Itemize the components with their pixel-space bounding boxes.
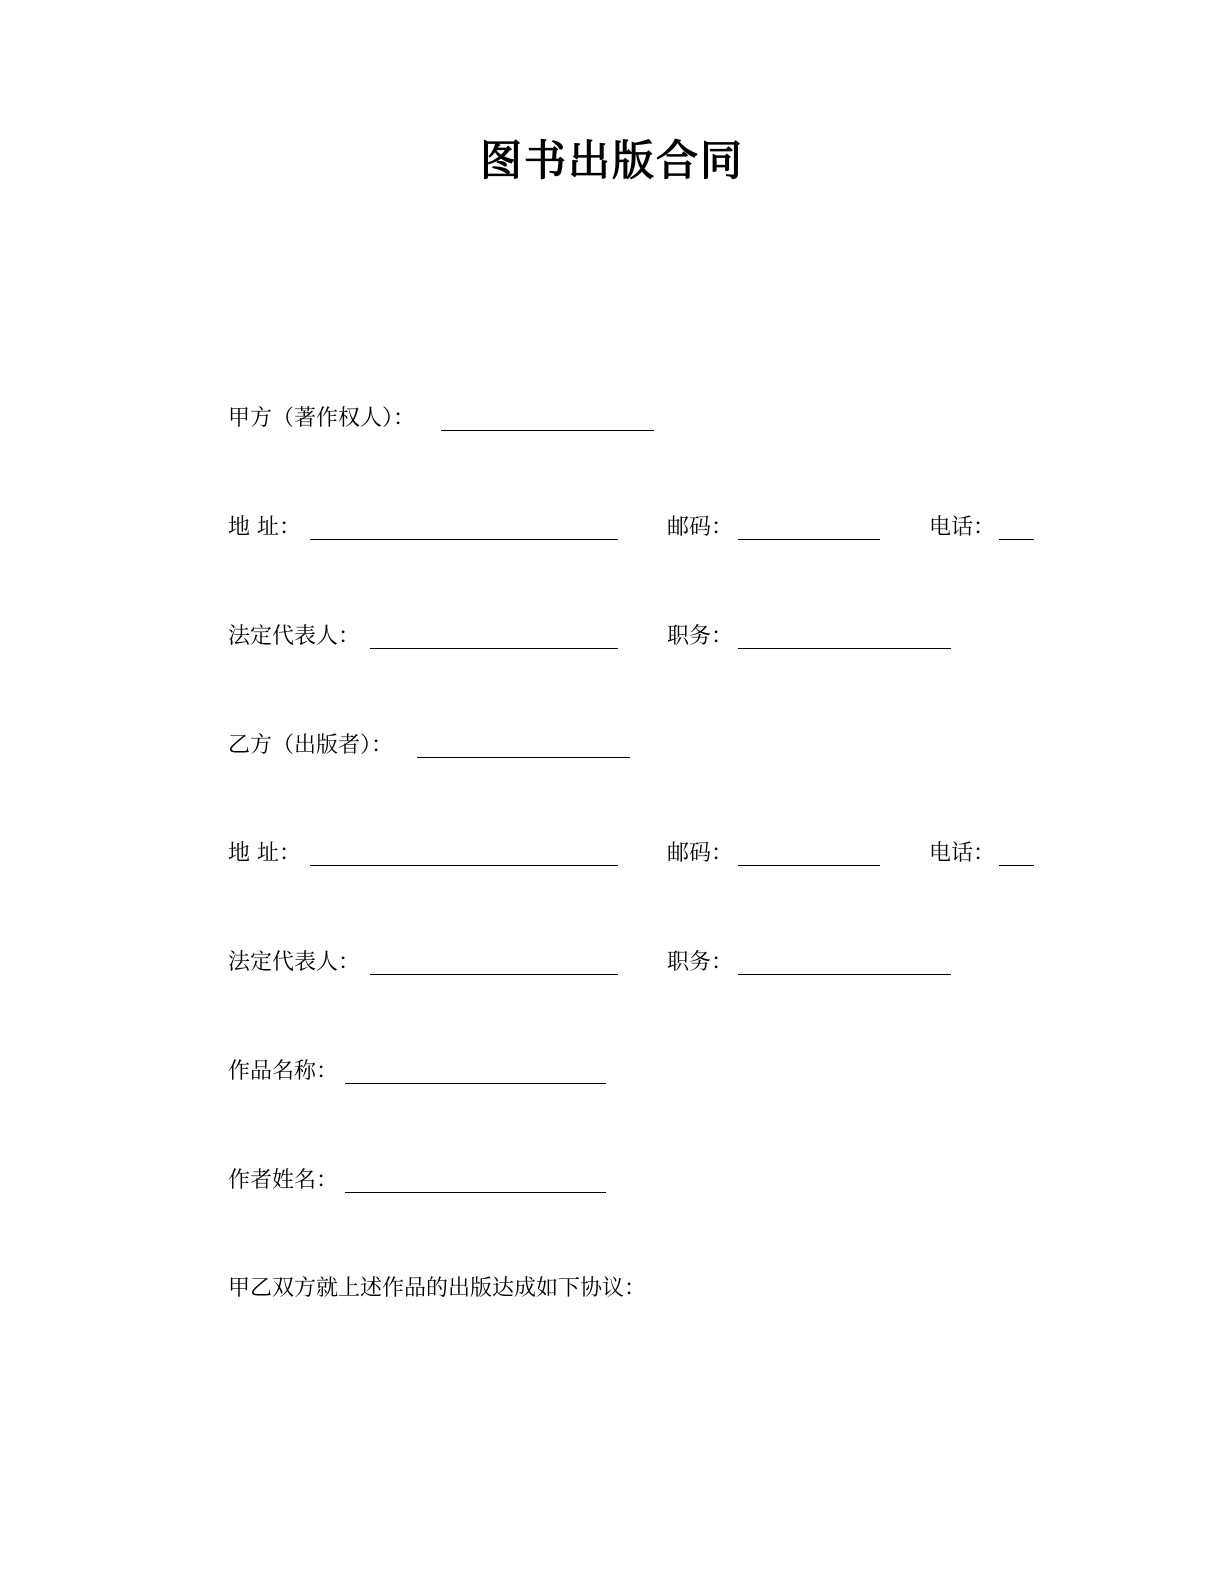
party-a-phone-label: 电话： (929, 515, 996, 540)
party-b-label: 乙方（出版者）： (228, 733, 394, 758)
party-b-address-field[interactable] (310, 865, 618, 866)
party-b-legal-rep-label: 法定代表人： (228, 950, 361, 975)
party-a-position-label: 职务： (667, 624, 734, 649)
party-a-legal-rep-field[interactable] (370, 648, 618, 649)
party-a-phone-field[interactable] (999, 539, 1034, 540)
work-title-label: 作品名称： (228, 1059, 339, 1084)
party-b-name-field[interactable] (417, 757, 630, 758)
party-a-name-field[interactable] (441, 430, 654, 431)
party-b-address-label: 地 址： (228, 841, 301, 866)
party-a-legal-rep-label: 法定代表人： (228, 624, 361, 649)
agreement-text: 甲乙双方就上述作品的出版达成如下协议： (228, 1276, 647, 1301)
author-name-label: 作者姓名： (228, 1168, 339, 1193)
party-b-phone-label: 电话： (929, 841, 996, 866)
party-a-address-field[interactable] (310, 539, 618, 540)
party-b-position-field[interactable] (738, 974, 951, 975)
party-a-position-field[interactable] (738, 648, 951, 649)
party-b-postcode-label: 邮码： (667, 841, 734, 866)
party-b-postcode-field[interactable] (738, 865, 880, 866)
party-a-address-label: 地 址： (228, 515, 301, 540)
party-a-label: 甲方（著作权人）： (228, 406, 416, 431)
party-a-postcode-field[interactable] (738, 539, 880, 540)
party-b-legal-rep-field[interactable] (370, 974, 618, 975)
party-a-postcode-label: 邮码： (667, 515, 734, 540)
work-title-field[interactable] (345, 1083, 606, 1084)
document-title: 图书出版合同 (479, 136, 744, 185)
party-b-position-label: 职务： (667, 950, 734, 975)
author-name-field[interactable] (345, 1192, 606, 1193)
party-b-phone-field[interactable] (999, 865, 1034, 866)
